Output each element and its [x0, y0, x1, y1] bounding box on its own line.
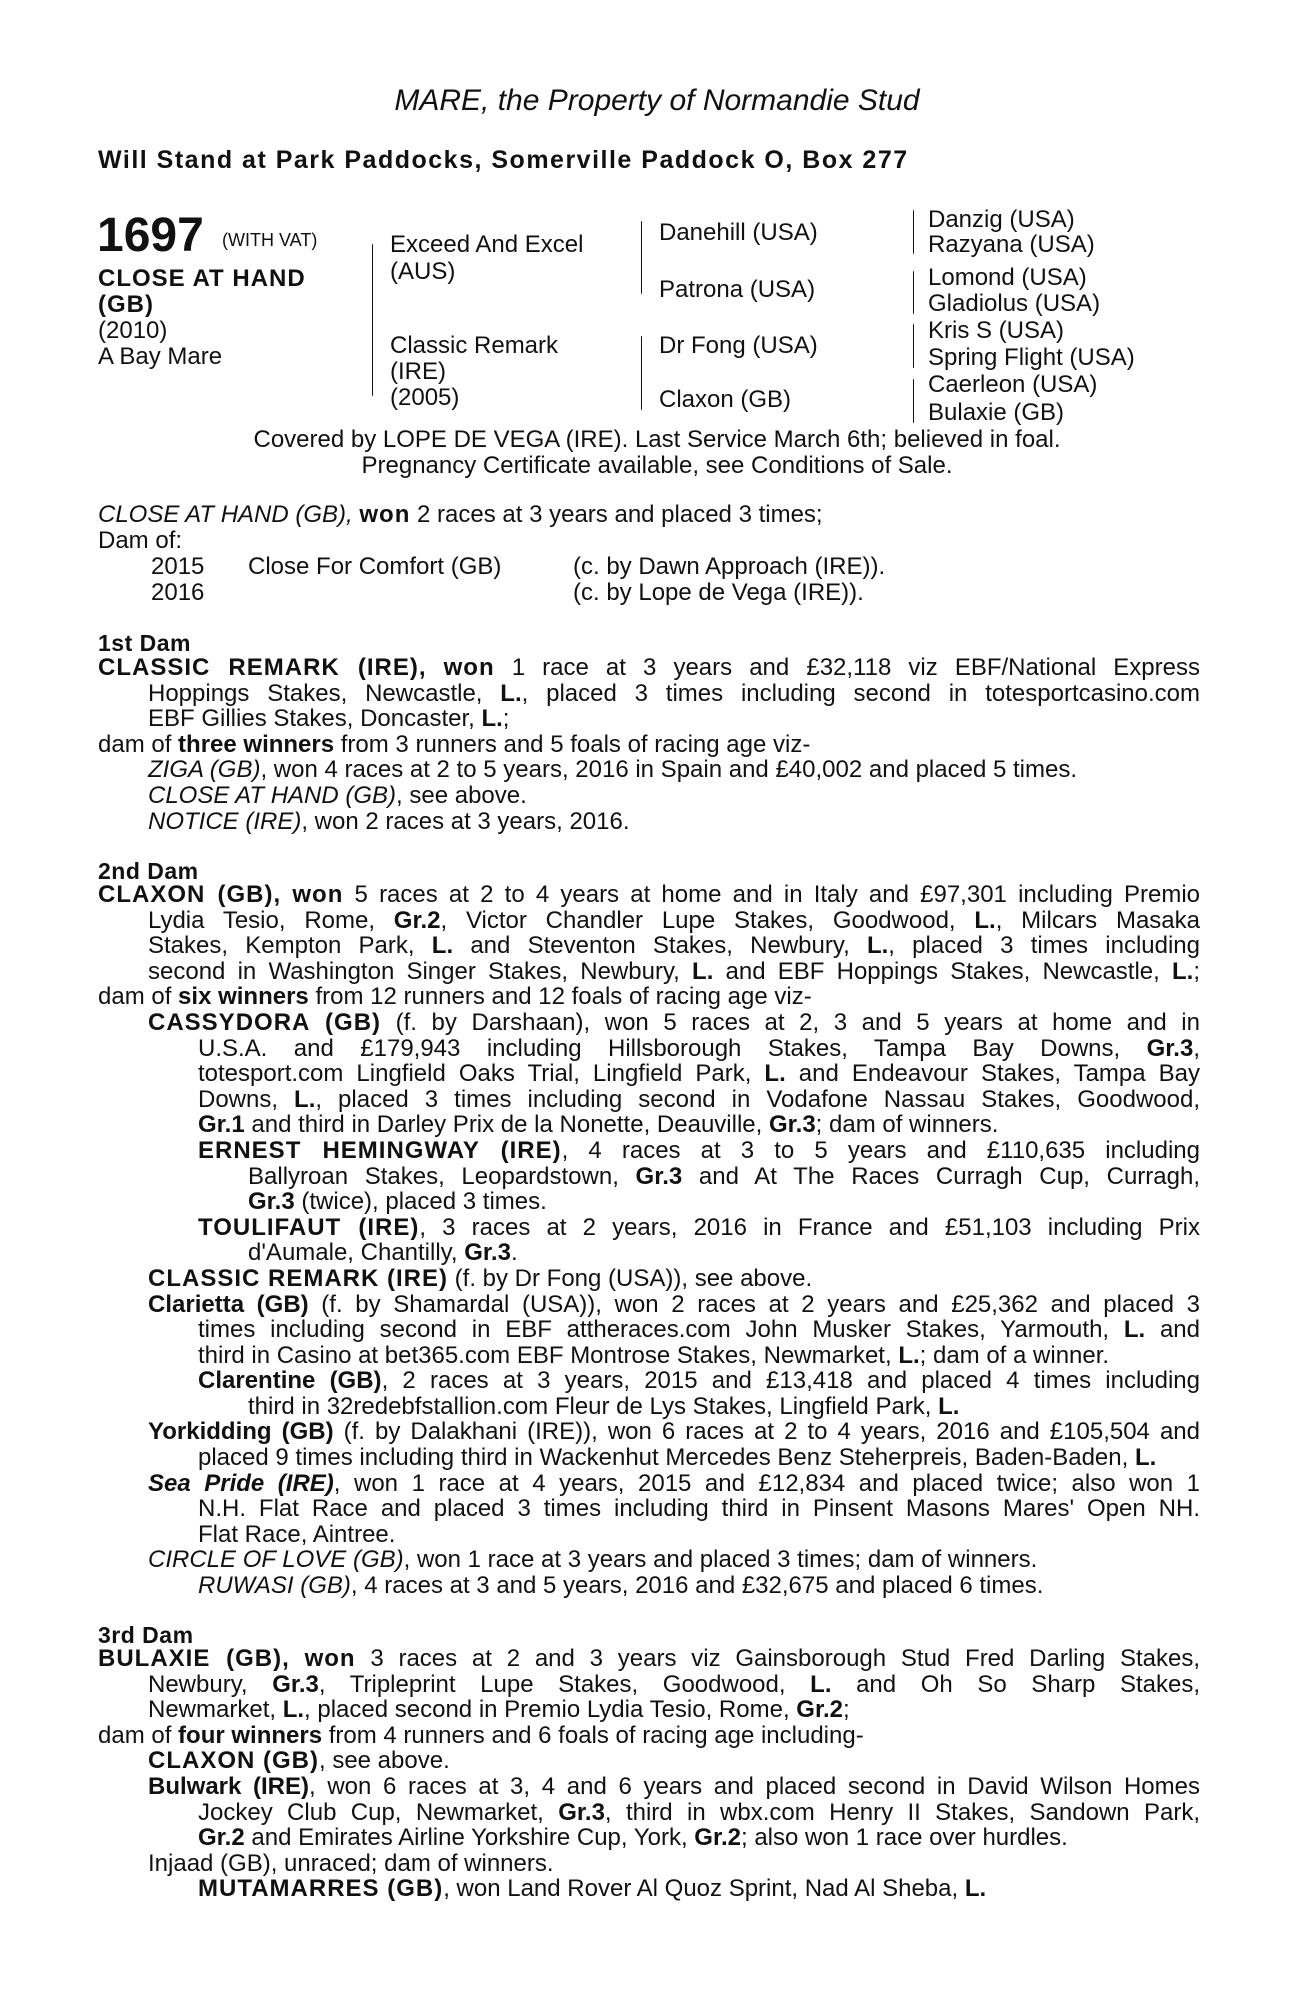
dam-country: (IRE) [390, 358, 446, 385]
record-text: 1 race at 3 years and £32,118 viz EBF/National Express [494, 654, 1200, 681]
listed-label: L. [898, 1341, 920, 1369]
sire-name: Exceed And Excel [390, 231, 584, 258]
record-text: , Victor Chandler Lupe Stakes, Goodwood, [440, 906, 975, 934]
dam-name: Classic Remark [390, 332, 559, 359]
record-text: dam of [98, 1721, 179, 1749]
foal-text: N.H. Flat Race and placed 3 times including third in Pinsent Masons Mares' Open NH. [198, 1495, 1200, 1523]
foal-text: (f. by Dalakhani (IRE)), won 6 races at 2 to 4 years, 2016 and £105,504 and [333, 1418, 1200, 1446]
won-label: won [292, 881, 344, 908]
listed-label: L. [764, 1060, 786, 1088]
gg-sire-3: Kris S (USA) [928, 317, 1065, 344]
foal-text: , 4 races at 3 to 5 years and £110,635 including [561, 1136, 1200, 1164]
second-dam-heading: 2nd Dam [98, 858, 199, 884]
sire-sire: Danehill (USA) [659, 219, 818, 246]
group-label: Gr.1 [198, 1111, 245, 1139]
foal-text: . [510, 1239, 518, 1267]
foal-name: CLAXON (GB) [148, 1747, 319, 1775]
group-label: Gr.3 [1146, 1034, 1194, 1062]
record-text: Lydia Tesio, Rome, [148, 906, 394, 934]
listed-label: L. [692, 957, 714, 985]
foal-text: times including second in EBF attheraces.com John Musker Stakes, Yarmouth, [198, 1316, 1124, 1344]
record-text: from 3 runners and 5 foals of racing age viz- [334, 730, 811, 758]
pedigree-brace [641, 336, 642, 410]
foal-name: TOULIFAUT (IRE) [198, 1213, 420, 1241]
record-text: 2 races at 3 years and placed 3 times; [410, 501, 823, 528]
record-text: Newbury, [148, 1670, 273, 1698]
dam-year: (2005) [390, 384, 460, 411]
group-label: Gr.2 [198, 1824, 245, 1852]
foal-text: and Emirates Airline Yorkshire Cup, York, [244, 1824, 695, 1852]
listed-label: L. [1172, 957, 1194, 985]
record-text: and Oh So Sharp Stakes, [831, 1670, 1200, 1698]
listed-label: L. [294, 1085, 316, 1113]
horse-name: CLOSE AT HAND [98, 265, 306, 292]
foal-text: (f. by Dr Fong (USA)), see above. [448, 1264, 813, 1292]
pregnancy-line: Pregnancy Certificate available, see Conditions of Sale. [361, 452, 953, 479]
foal-text: ; also won 1 race over hurdles. [740, 1824, 1068, 1852]
group-label: Gr.2 [393, 906, 441, 934]
foal-text: , won 1 race at 3 years and placed 3 times; dam of winners. [403, 1546, 1038, 1574]
foal-name: CIRCLE OF LOVE (GB) [148, 1546, 404, 1574]
record-text: , placed second in Premio Lydia Tesio, Rome, [304, 1696, 797, 1724]
record-text: , placed 3 times including [888, 932, 1200, 960]
foal-text: U.S.A. and £179,943 including Hillsborough Stakes, Tampa Bay Downs, [198, 1034, 1147, 1062]
gg-dam-2: Gladiolus (USA) [928, 290, 1101, 317]
third-dam-heading: 3rd Dam [98, 1622, 194, 1648]
produce-year: 2016 [151, 579, 205, 606]
produce-name: Close For Comfort (GB) [248, 553, 502, 580]
foal-name: NOTICE (IRE) [148, 807, 302, 835]
foal-text: and At The Races Curragh Cup, Curragh, [682, 1162, 1200, 1190]
foal-text: , won 4 races at 2 to 5 years, 2016 in Spain and £40,002 and placed 5 times. [260, 756, 1077, 784]
sire-dam: Patrona (USA) [659, 276, 816, 303]
foal-text: , third in wbx.com Henry II Stakes, Sandown Park, [604, 1798, 1200, 1826]
gg-sire-2: Lomond (USA) [928, 264, 1087, 291]
page-title: MARE, the Property of Normandie Stud [394, 84, 920, 117]
listed-label: L. [866, 932, 889, 960]
gg-dam-4: Bulaxie (GB) [928, 399, 1065, 426]
record-text: Hoppings Stakes, Newcastle, [148, 679, 501, 707]
foal-name: CLASSIC REMARK (IRE) [148, 1264, 448, 1292]
produce-sire: (c. by Dawn Approach (IRE)). [573, 553, 886, 580]
gg-dam-1: Razyana (USA) [928, 231, 1095, 258]
listed-label: L. [481, 705, 503, 733]
record-text: dam of [98, 983, 179, 1011]
record-text: , Milcars Masaka [995, 906, 1200, 934]
record-horse: CLOSE AT HAND (GB), [98, 501, 353, 528]
record-text: and EBF Hoppings Stakes, Newcastle, [713, 957, 1172, 985]
produce-year: 2015 [151, 553, 205, 580]
foal-name: MUTAMARRES (GB) [198, 1875, 444, 1903]
foal-text: , won 2 races at 3 years, 2016. [301, 807, 630, 835]
gg-sire-1: Danzig (USA) [928, 206, 1075, 233]
foal-text: , 4 races at 3 and 5 years, 2016 and £32,675 and placed 6 times. [350, 1572, 1044, 1600]
dam-name: CLASSIC REMARK (IRE), [98, 654, 427, 681]
foal-text: , see above. [396, 781, 527, 809]
horse-description: A Bay Mare [98, 343, 223, 370]
foal-text: (twice), placed 3 times. [294, 1188, 547, 1216]
foal-text: (f. by Darshaan), won 5 races at 2, 3 and 5 years at home and in [381, 1008, 1200, 1036]
dam-dam: Claxon (GB) [659, 386, 792, 413]
listed-label: L. [974, 906, 996, 934]
gg-dam-3: Spring Flight (USA) [928, 344, 1135, 371]
foal-text: third in 32redebfstallion.com Fleur de Lys Stakes, Lingfield Park, [248, 1392, 939, 1420]
dam-of-label: Dam of: [98, 527, 183, 554]
horse-name-country: (GB) [98, 291, 154, 318]
foal-name: CASSYDORA (GB) [148, 1008, 382, 1036]
foal-text: ; dam of winners. [815, 1111, 999, 1139]
produce-sire: (c. by Lope de Vega (IRE)). [573, 579, 864, 606]
foal-name: ERNEST HEMINGWAY (IRE) [198, 1136, 562, 1164]
group-label: Gr.3 [248, 1188, 295, 1216]
foal-text: Flat Race, Aintree. [198, 1520, 396, 1548]
foal-text: ; dam of a winner. [919, 1341, 1110, 1369]
foal-text: d'Aumale, Chantilly, [248, 1239, 465, 1267]
record-text: Newmarket, [148, 1696, 283, 1724]
listed-label: L. [1134, 1444, 1157, 1472]
foal-text: placed 9 times including third in Wackenhut Mercedes Benz Steherpreis, Baden-Baden, [198, 1444, 1135, 1472]
vat-note: (WITH VAT) [222, 230, 318, 250]
pedigree-brace [913, 210, 914, 254]
foal-text: (f. by Shamardal (USA)), won 2 races at 2 years and £25,362 and placed 3 [308, 1290, 1201, 1318]
group-label: Gr.3 [558, 1798, 605, 1826]
won-label: won [304, 1645, 356, 1672]
foal-text: and third in Darley Prix de la Nonette, Deauville, [244, 1111, 769, 1139]
foal-text: , 2 races at 3 years, 2015 and £13,418 and placed 4 times including [381, 1367, 1201, 1395]
group-label: Gr.2 [694, 1824, 741, 1852]
foal-name: ZIGA (GB) [148, 756, 261, 784]
record-text: from 4 runners and 6 foals of racing age including- [322, 1721, 864, 1749]
foal-text: Ballyroan Stakes, Leopardstown, [248, 1162, 636, 1190]
record-text: from 12 runners and 12 foals of racing age viz- [308, 983, 812, 1011]
winners-count: four winners [178, 1721, 323, 1749]
foal-name: RUWASI (GB) [198, 1572, 351, 1600]
foal-text: , 3 races at 2 years, 2016 in France and £51,103 including Prix [419, 1213, 1200, 1241]
listed-label: L. [431, 932, 454, 960]
listed-label: L. [964, 1875, 987, 1903]
foal-text: , won Land Rover Al Quoz Sprint, Nad Al Sheba, [443, 1875, 965, 1903]
stabling-location: Will Stand at Park Paddocks, Somerville Paddock O, Box 277 [98, 146, 909, 174]
record-text: 5 races at 2 to 4 years at home and in Italy and £97,301 including Premio [343, 881, 1201, 908]
record-text: and Steventon Stakes, Newbury, [453, 932, 867, 960]
record-text: 3 races at 2 and 3 years viz Gainsborough Stud Fred Darling Stakes, [355, 1645, 1200, 1672]
listed-label: L. [282, 1696, 305, 1724]
record-text: ; [843, 1696, 850, 1724]
foal-text: , won 1 race at 4 years, 2015 and £12,834 and placed twice; also won 1 [333, 1469, 1200, 1497]
foal-name: Bulwark (IRE) [148, 1772, 310, 1800]
record-text: Stakes, Kempton Park, [148, 932, 432, 960]
foal-text: Downs, [198, 1085, 295, 1113]
foal-text: and Endeavour Stakes, Tampa Bay [785, 1060, 1200, 1088]
second-dam-record [98, 882, 1200, 1599]
listed-label: L. [810, 1670, 832, 1698]
foal-text: , placed 3 times including second in Vodafone Nassau Stakes, Goodwood, [315, 1085, 1200, 1113]
winners-count: three winners [178, 730, 335, 758]
record-text: EBF Gillies Stakes, Doncaster, [148, 705, 482, 733]
pedigree-brace [641, 221, 642, 294]
group-label: Gr.3 [464, 1239, 511, 1267]
pedigree-brace [913, 271, 914, 314]
lot-number: 1697 [97, 209, 204, 262]
record-text: , placed 3 times including second in totesportcasino.com [521, 679, 1200, 707]
record-text: ; [502, 705, 510, 733]
group-label: Gr.3 [768, 1111, 816, 1139]
first-dam-heading: 1st Dam [98, 630, 191, 656]
won-label: won [359, 501, 411, 528]
listed-label: L. [938, 1392, 960, 1420]
dam-name: CLAXON (GB), [98, 881, 282, 908]
pedigree-brace [913, 324, 914, 368]
won-label: won [443, 654, 495, 681]
pedigree-brace [372, 244, 373, 396]
foal-text: third in Casino at bet365.com EBF Montrose Stakes, Newmarket, [198, 1341, 899, 1369]
listed-label: L. [1123, 1316, 1146, 1344]
foal-name: Clarentine (GB) [198, 1367, 382, 1395]
foal-text: , won 6 races at 3, 4 and 6 years and placed second in David Wilson Homes [309, 1772, 1200, 1800]
foal-text: totesport.com Lingfield Oaks Trial, Lingfield Park, [198, 1060, 765, 1088]
horse-year: (2010) [98, 317, 168, 344]
foal-name: Clarietta (GB) [148, 1290, 309, 1318]
foal-name: Sea Pride (IRE) [148, 1469, 334, 1497]
sire-country: (AUS) [390, 258, 456, 285]
third-dam-record [98, 1646, 1200, 1902]
foal-text: Jockey Club Cup, Newmarket, [198, 1798, 559, 1826]
foal-text: and [1145, 1316, 1200, 1344]
foal-text: Injaad (GB), unraced; dam of winners. [148, 1849, 554, 1877]
pedigree-brace [913, 379, 914, 423]
group-label: Gr.3 [272, 1670, 319, 1698]
record-text: ; [1193, 957, 1200, 985]
dam-name: BULAXIE (GB), [98, 1645, 290, 1672]
foal-text: , see above. [318, 1747, 450, 1775]
record-text: dam of [98, 730, 179, 758]
first-dam-record [98, 655, 1200, 834]
foal-name: CLOSE AT HAND (GB) [148, 781, 397, 809]
gg-sire-4: Caerleon (USA) [928, 371, 1098, 398]
record-line [98, 502, 823, 528]
winners-count: six winners [178, 983, 309, 1011]
group-label: Gr.2 [796, 1696, 843, 1724]
listed-label: L. [500, 679, 522, 707]
group-label: Gr.3 [635, 1162, 683, 1190]
foal-name: Yorkidding (GB) [148, 1418, 334, 1446]
record-text: second in Washington Singer Stakes, Newbury, [148, 957, 693, 985]
dam-sire: Dr Fong (USA) [659, 332, 818, 359]
covered-line: Covered by LOPE DE VEGA (IRE). Last Service March 6th; believed in foal. [253, 426, 1061, 453]
record-text: , Tripleprint Lupe Stakes, Goodwood, [318, 1670, 811, 1698]
foal-text: , [1193, 1034, 1200, 1062]
